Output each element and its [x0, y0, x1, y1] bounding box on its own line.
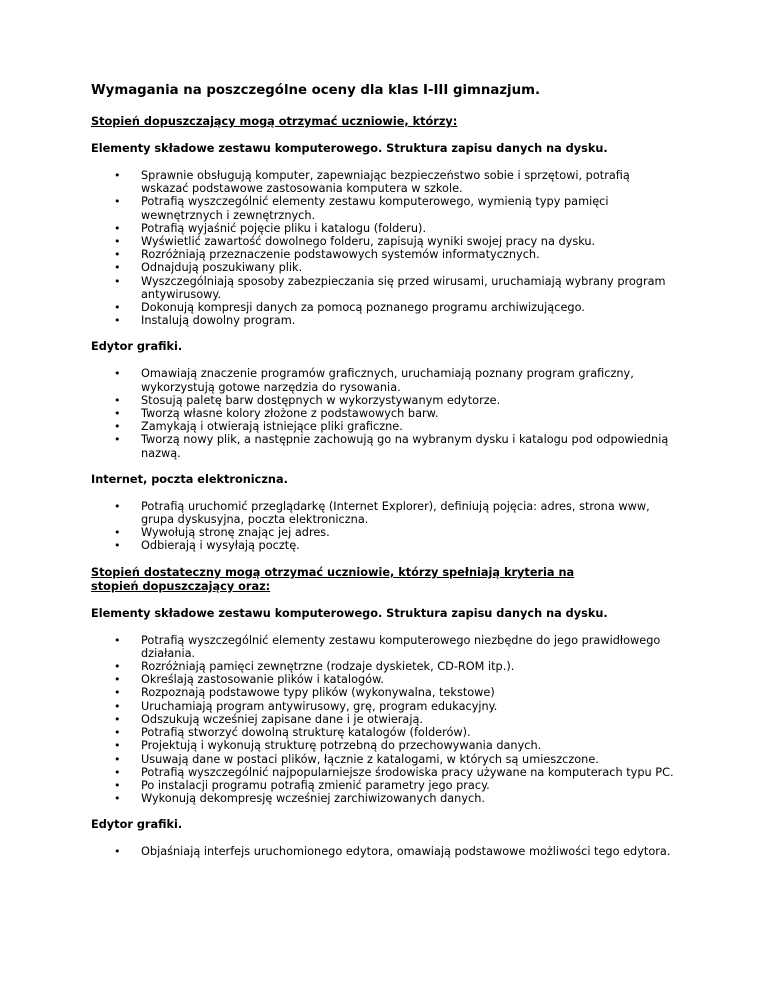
- list-item-text: Wyszczególniają sposoby zabezpieczania się przed wirusami, uruchamiają wybrany program antywirusowy.: [141, 274, 666, 301]
- list-item-text: Objaśniają interfejs uruchomionego edytora, omawiają podstawowe możliwości tego edytora.: [141, 845, 671, 859]
- bullet-icon: •: [114, 686, 121, 700]
- list-item: [91, 753, 677, 766]
- bullet-icon: •: [114, 499, 121, 513]
- section-heading: Edytor grafiki.: [91, 340, 183, 354]
- requirements-list: [91, 169, 728, 327]
- bullet-icon: •: [114, 699, 121, 713]
- list-item-text: Potrafią stworzyć dowolną strukturę katalogów (folderów).: [141, 726, 471, 740]
- list-item-text: Sprawnie obsługują komputer, zapewniając bezpieczeństwo sobie i sprzętowi, potrafią wskazać podstawowe zastosowania komputera w szkole.: [141, 169, 630, 196]
- list-item: [91, 526, 677, 539]
- bullet-icon: •: [114, 221, 121, 235]
- bullet-icon: •: [114, 845, 121, 859]
- bullet-icon: •: [114, 433, 121, 447]
- document-title: Wymagania na poszczególne oceny dla klas I-III gimnazjum.: [91, 83, 540, 98]
- bullet-icon: •: [114, 726, 121, 740]
- list-item: [91, 686, 677, 699]
- list-item-text: Odbierają i wysyłają pocztę.: [141, 539, 300, 553]
- bullet-icon: •: [114, 539, 121, 553]
- bullet-icon: •: [114, 752, 121, 766]
- bullet-icon: •: [114, 169, 121, 182]
- list-item: [91, 726, 677, 739]
- bullet-icon: •: [114, 248, 121, 262]
- list-item: [91, 539, 677, 552]
- list-item: [91, 792, 677, 805]
- list-item-text: Usuwają dane w postaci plików, łącznie z katalogami, w których są umieszczone.: [141, 752, 599, 766]
- list-item-text: Określają zastosowanie plików i katalogów.: [141, 673, 384, 687]
- list-item: [91, 394, 677, 407]
- list-item-text: Potrafią wyszczególnić elementy zestawu komputerowego, wymienią typy pamięci wewnętrznych i zewnętrznych.: [141, 195, 609, 222]
- list-item: [91, 500, 677, 526]
- list-item-text: Odnajdują poszukiwany plik.: [141, 261, 303, 275]
- bullet-icon: •: [114, 195, 121, 209]
- list-item-text: Potrafią wyjaśnić pojęcie pliku i katalogu (folderu).: [141, 221, 427, 235]
- requirements-list: [91, 367, 728, 459]
- list-item-text: Rozpoznają podstawowe typy plików (wykonywalna, tekstowe): [141, 686, 495, 700]
- list-item: [91, 261, 677, 274]
- bullet-icon: •: [114, 274, 121, 288]
- list-item-text: Wywołują stronę znając jej adres.: [141, 526, 330, 540]
- list-item: [91, 779, 677, 792]
- list-item-text: Rozróżniają pamięci zewnętrzne (rodzaje dyskietek, CD-ROM itp.).: [141, 660, 515, 674]
- section-heading: Internet, poczta elektroniczna.: [91, 472, 288, 486]
- list-item: [91, 235, 677, 248]
- list-item-text: Tworzą własne kolory złożone z podstawowych barw.: [141, 407, 439, 421]
- requirements-list: [91, 845, 728, 858]
- bullet-icon: •: [114, 301, 121, 315]
- list-item-text: Omawiają znaczenie programów graficznych, uruchamiają poznany program graficzny, wykorzystują gotowe narzędzia do rysowania.: [141, 367, 634, 394]
- list-item-text: Dokonują kompresji danych za pomocą poznanego programu archiwizującego.: [141, 301, 585, 315]
- list-item-text: Potrafią wyszczególnić elementy zestawu komputerowego niezbędne do jego prawidłowego działania.: [141, 633, 661, 660]
- list-item-text: Wyświetlić zawartość dowolnego folderu, zapisują wyniki swojej pracy na dysku.: [141, 235, 596, 249]
- list-item: [91, 169, 677, 195]
- bullet-icon: •: [114, 778, 121, 792]
- list-item-text: Stosują paletę barw dostępnych w wykorzystywanym edytorze.: [141, 393, 501, 407]
- list-item: [91, 248, 677, 261]
- list-item-text: Uruchamiają program antywirusowy, grę, program edukacyjny.: [141, 699, 498, 713]
- list-item: [91, 314, 677, 327]
- list-item: [91, 433, 677, 459]
- list-item: [91, 367, 677, 393]
- bullet-icon: •: [114, 261, 121, 275]
- list-item: [91, 195, 677, 221]
- list-item: [91, 713, 677, 726]
- bullet-icon: •: [114, 792, 121, 806]
- list-item: [91, 634, 677, 660]
- list-item-text: Potrafią wyszczególnić najpopularniejsze środowiska pracy używane na komputerach typu PC.: [141, 765, 674, 779]
- bullet-icon: •: [114, 660, 121, 674]
- list-item: [91, 275, 677, 301]
- bullet-icon: •: [114, 393, 121, 407]
- list-item-text: Po instalacji programu potrafią zmienić parametry jego pracy.: [141, 778, 490, 792]
- section-heading: Edytor grafiki.: [91, 818, 183, 832]
- list-item: [91, 673, 677, 686]
- bullet-icon: •: [114, 673, 121, 687]
- list-item-text: Zamykają i otwierają istniejące pliki graficzne.: [141, 420, 403, 434]
- requirements-list: [91, 634, 728, 806]
- bullet-icon: •: [114, 765, 121, 779]
- bullet-icon: •: [114, 633, 121, 647]
- list-item-text: Projektują i wykonują strukturę potrzebną do przechowywania danych.: [141, 739, 542, 753]
- grade-heading: Stopień dopuszczający mogą otrzymać uczniowie, którzy:: [91, 115, 458, 128]
- bullet-icon: •: [114, 712, 121, 726]
- list-item: [91, 845, 677, 858]
- requirements-list: [91, 500, 728, 553]
- list-item: [91, 222, 677, 235]
- grade-dopuszczajacy-block: [91, 115, 728, 553]
- list-item: [91, 301, 677, 314]
- grade-heading: Stopień dostateczny mogą otrzymać uczniowie, którzy spełniają kryteria na stopień dopuszczający oraz:: [91, 565, 575, 593]
- bullet-icon: •: [114, 235, 121, 249]
- section-heading: Elementy składowe zestawu komputerowego. Struktura zapisu danych na dysku.: [91, 606, 608, 620]
- list-item-text: Tworzą nowy plik, a następnie zachowują go na wybranym dysku i katalogu pod odpowiednią nazwą.: [141, 433, 669, 460]
- list-item: [91, 739, 677, 752]
- list-item-text: Instalują dowolny program.: [141, 314, 296, 328]
- bullet-icon: •: [114, 407, 121, 421]
- bullet-icon: •: [114, 420, 121, 434]
- list-item: [91, 766, 677, 779]
- bullet-icon: •: [114, 526, 121, 540]
- bullet-icon: •: [114, 739, 121, 753]
- section-heading: Elementy składowe zestawu komputerowego. Struktura zapisu danych na dysku.: [91, 142, 608, 155]
- list-item: [91, 407, 677, 420]
- bullet-icon: •: [114, 314, 121, 328]
- list-item: [91, 420, 677, 433]
- bullet-icon: •: [114, 367, 121, 381]
- list-item: [91, 660, 677, 673]
- list-item-text: Potrafią uruchomić przeglądarkę (Internet Explorer), definiują pojęcia: adres, strona www, grupa dyskusyjna, poczta elektroniczna.: [141, 499, 650, 527]
- list-item: [91, 700, 677, 713]
- list-item-text: Rozróżniają przeznaczenie podstawowych systemów informatycznych.: [141, 248, 540, 262]
- list-item-text: Wykonują dekompresję wcześniej zarchiwizowanych danych.: [141, 792, 485, 806]
- list-item-text: Odszukują wcześniej zapisane dane i je otwierają.: [141, 712, 424, 726]
- grade-dostateczny-block: [91, 566, 728, 859]
